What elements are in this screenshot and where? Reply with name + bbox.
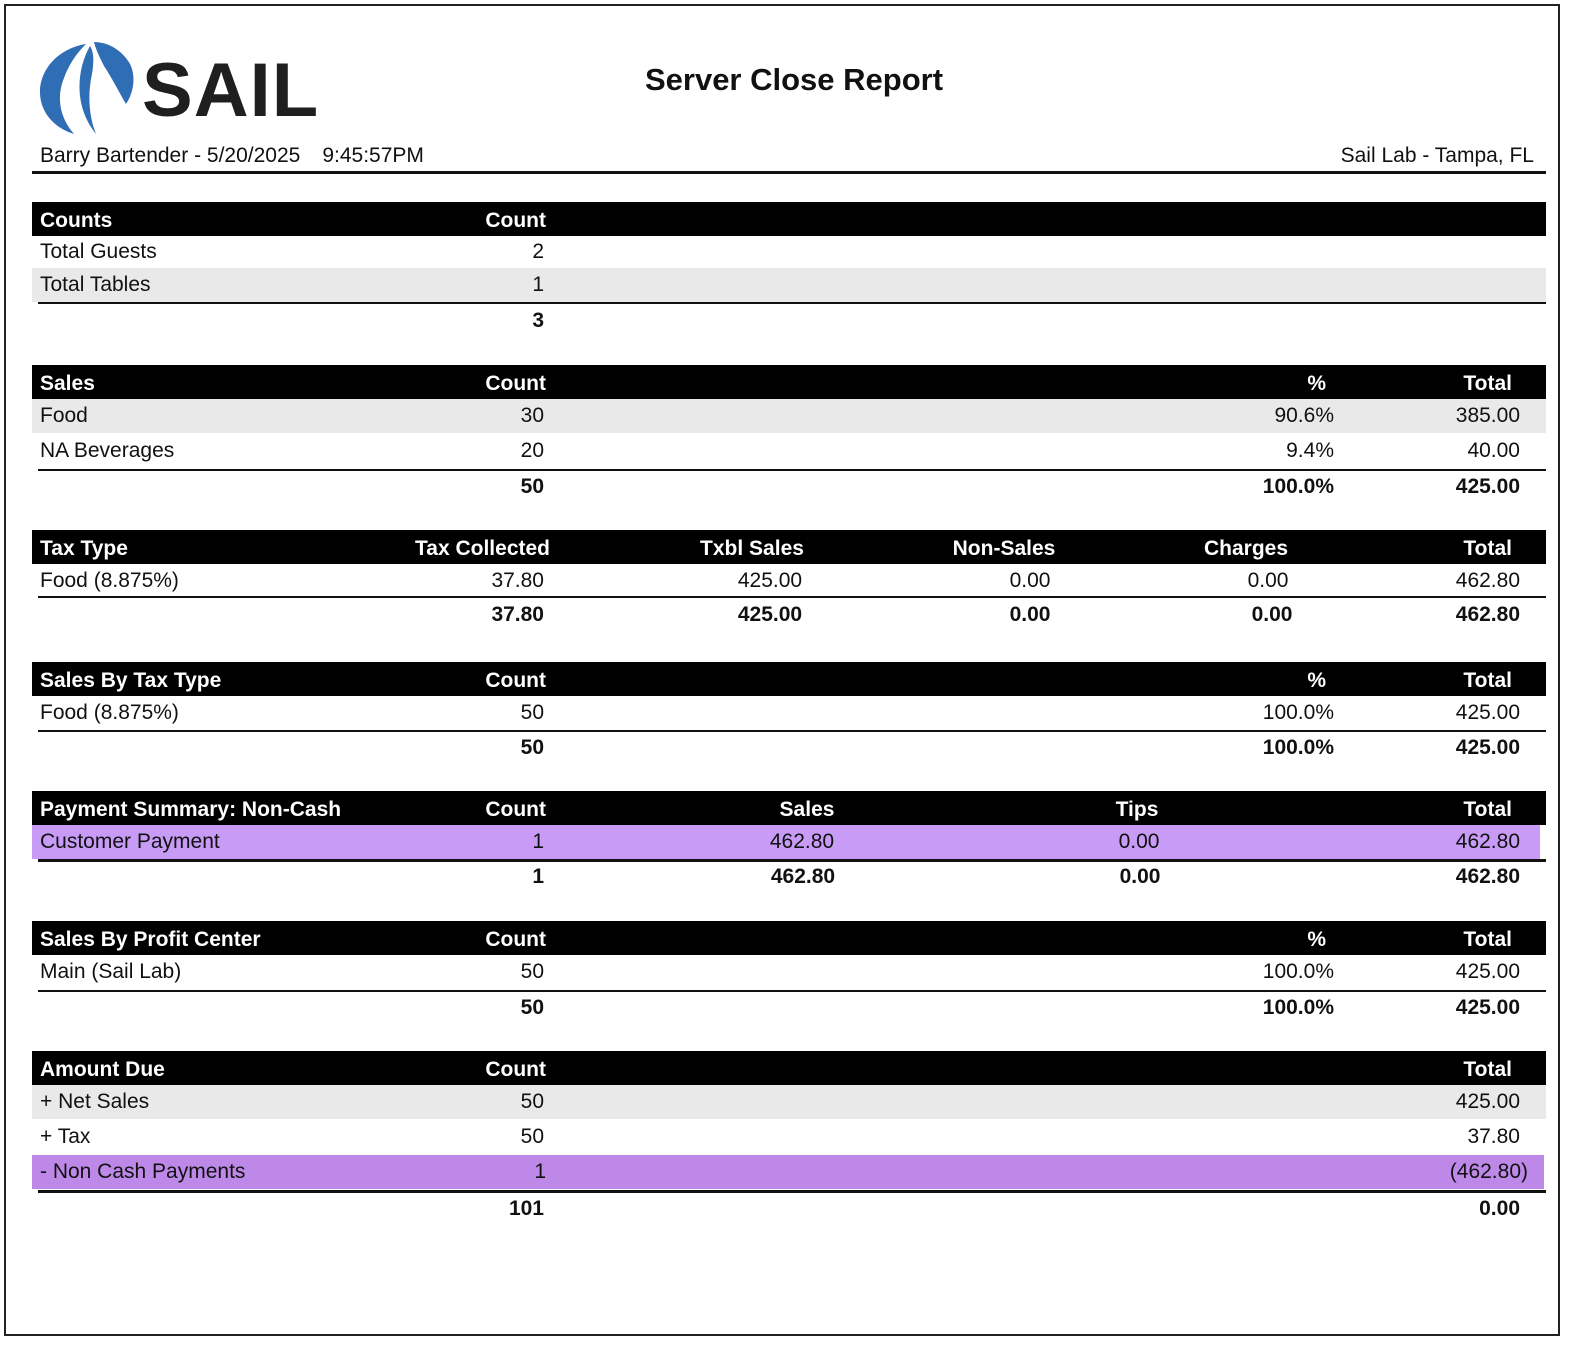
total-tips: 0.00 <box>1119 865 1161 888</box>
col-total: Total <box>1463 928 1512 951</box>
row-total: 40.00 <box>1467 439 1520 462</box>
payment-header <box>32 791 1546 825</box>
row-pct: 100.0% <box>1262 701 1334 724</box>
tax-title: Tax Type <box>40 537 128 560</box>
row-count: 1 <box>532 273 544 296</box>
col-total: Total <box>1463 798 1512 821</box>
total-amount: 425.00 <box>1455 475 1520 498</box>
col-pct: % <box>1307 372 1326 395</box>
total-count: 101 <box>508 1197 544 1220</box>
server-date: Barry Bartender - 5/20/2025 <box>40 144 301 167</box>
sales-by-tax-title: Sales By Tax Type <box>40 669 222 692</box>
table-row <box>32 1120 1546 1154</box>
row-tax: 37.80 <box>491 569 544 592</box>
col-count: Count <box>485 928 546 951</box>
row-label: Total Guests <box>40 240 157 263</box>
payment-title: Payment Summary: Non-Cash <box>40 798 342 821</box>
row-label: - Non Cash Payments <box>40 1160 246 1183</box>
row-total: 385.00 <box>1455 404 1520 427</box>
row-label: Total Tables <box>40 273 151 296</box>
row-total: (462.80) <box>1449 1160 1528 1183</box>
row-tips: 0.00 <box>1118 830 1160 853</box>
amount-due-total-row <box>32 1192 1546 1226</box>
row-sales: 462.80 <box>769 830 835 853</box>
table-row <box>32 955 1546 989</box>
col-non-sales: Non-Sales <box>952 537 1056 560</box>
row-label: Food (8.875%) <box>40 569 179 592</box>
table-row <box>32 564 1546 598</box>
row-count: 1 <box>534 1160 546 1183</box>
total-pct: 100.0% <box>1262 996 1334 1019</box>
sales-by-tax-header <box>32 662 1546 696</box>
col-count: Count <box>485 669 546 692</box>
logo-text: SAIL <box>142 48 320 133</box>
col-total: Total <box>1463 1058 1512 1081</box>
col-count: Count <box>485 372 546 395</box>
server-info <box>40 144 424 168</box>
table-row <box>32 268 1546 302</box>
total-count: 50 <box>520 475 544 498</box>
col-count: Count <box>485 798 546 821</box>
total-charges: 0.00 <box>1251 603 1293 626</box>
total-amount: 462.80 <box>1455 603 1520 626</box>
row-total: 425.00 <box>1455 1090 1520 1113</box>
row-pct: 9.4% <box>1286 439 1334 462</box>
table-row <box>32 235 1546 269</box>
row-count: 2 <box>532 240 544 263</box>
tax-total-row <box>32 598 1546 632</box>
total-pct: 100.0% <box>1262 736 1334 759</box>
sales-by-tax-total-row <box>32 731 1546 765</box>
total-tax: 37.80 <box>491 603 544 626</box>
amount-due-header <box>32 1051 1546 1085</box>
row-count: 20 <box>520 439 544 462</box>
payment-total-row <box>32 860 1546 894</box>
report-title: Server Close Report <box>644 62 944 97</box>
total-sales: 462.80 <box>770 865 836 888</box>
total-count: 50 <box>520 996 544 1019</box>
table-row <box>32 1085 1546 1119</box>
sales-header <box>32 365 1546 399</box>
row-charges: 0.00 <box>1247 569 1289 592</box>
row-label: + Net Sales <box>40 1090 150 1113</box>
row-count: 50 <box>520 1090 544 1113</box>
report-time: 9:45:57PM <box>322 144 424 167</box>
row-count: 30 <box>520 404 544 427</box>
total-amount: 0.00 <box>1479 1197 1520 1220</box>
row-total: 425.00 <box>1455 701 1520 724</box>
row-count: 50 <box>520 701 544 724</box>
counts-title: Counts <box>40 209 113 232</box>
total-amount: 425.00 <box>1455 736 1520 759</box>
table-row <box>32 434 1546 468</box>
header-divider <box>32 171 1546 174</box>
col-charges: Charges <box>1203 537 1289 560</box>
profit-center-title: Sales By Profit Center <box>40 928 261 951</box>
amount-due-title: Amount Due <box>40 1058 165 1081</box>
row-count: 50 <box>520 1125 544 1148</box>
col-count: Count <box>485 1058 546 1081</box>
row-total: 37.80 <box>1467 1125 1520 1148</box>
col-total: Total <box>1463 537 1512 560</box>
counts-header <box>32 202 1546 236</box>
total-txbl: 425.00 <box>737 603 803 626</box>
row-label: NA Beverages <box>40 439 175 462</box>
total-amount: 425.00 <box>1455 996 1520 1019</box>
total-count: 50 <box>520 736 544 759</box>
counts-total-row <box>32 304 1546 338</box>
tax-header <box>32 530 1546 564</box>
sales-total-row <box>32 470 1546 504</box>
col-txbl-sales: Txbl Sales <box>700 537 804 560</box>
row-count: 50 <box>520 960 544 983</box>
col-pct: % <box>1307 928 1326 951</box>
payment-row-highlighted <box>32 825 1540 859</box>
location: Sail Lab - Tampa, FL <box>1340 144 1534 167</box>
row-total: 462.80 <box>1455 830 1520 853</box>
row-count: 1 <box>532 830 544 853</box>
total-count: 1 <box>532 865 544 888</box>
sales-title: Sales <box>40 372 95 395</box>
total-count: 3 <box>532 309 544 332</box>
col-total: Total <box>1463 372 1512 395</box>
col-total: Total <box>1463 669 1512 692</box>
row-label: Main (Sail Lab) <box>40 960 182 983</box>
profit-center-total-row <box>32 991 1546 1025</box>
total-nonsales: 0.00 <box>1009 603 1051 626</box>
non-cash-row-highlighted <box>32 1155 1544 1189</box>
counts-col-count: Count <box>485 209 546 232</box>
row-pct: 100.0% <box>1262 960 1334 983</box>
row-label: Customer Payment <box>40 830 220 853</box>
col-tax-collected: Tax Collected <box>415 537 550 560</box>
table-row <box>32 399 1546 433</box>
total-amount: 462.80 <box>1455 865 1520 888</box>
row-nonsales: 0.00 <box>1009 569 1051 592</box>
table-row <box>32 696 1546 730</box>
total-pct: 100.0% <box>1262 475 1334 498</box>
row-total: 425.00 <box>1455 960 1520 983</box>
col-pct: % <box>1307 669 1326 692</box>
profit-center-header <box>32 921 1546 955</box>
row-label: + Tax <box>40 1125 91 1148</box>
row-pct: 90.6% <box>1274 404 1334 427</box>
row-total: 462.80 <box>1455 569 1520 592</box>
col-sales: Sales <box>779 798 835 821</box>
col-tips: Tips <box>1115 798 1159 821</box>
row-label: Food <box>40 404 88 427</box>
row-label: Food (8.875%) <box>40 701 179 724</box>
row-txbl: 425.00 <box>737 569 803 592</box>
